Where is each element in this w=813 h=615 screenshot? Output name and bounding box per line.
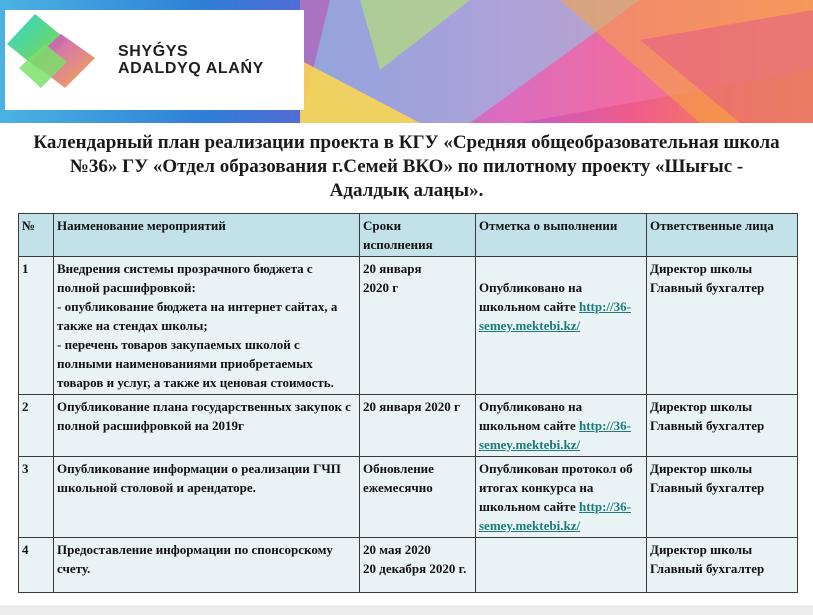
page-title: Календарный план реализации проекта в КГУ «Средняя общеобразовательная школа №36» ГУ «Отдел образования г.Семей ВКО» по пилотному проекту «Шығыс - Адалдық алаңы». <box>33 132 780 201</box>
deadline-line: 20 января 2020 г <box>363 399 460 414</box>
activity-line: Предоставление информации по спонсорскому счету. <box>57 542 333 576</box>
responsible-line: Директор школы <box>650 399 753 414</box>
status-cell <box>476 257 647 395</box>
responsible-cell <box>647 538 798 593</box>
table-row <box>19 457 798 538</box>
deadline-line: 20 мая 2020 <box>363 542 431 557</box>
responsible-line: Директор школы <box>650 261 753 276</box>
deadline-line: Обновление ежемесячно <box>363 461 434 495</box>
status-cell <box>476 457 647 538</box>
responsible-line: Главный бухгалтер <box>650 280 765 295</box>
logo-mark-icon <box>5 10 101 92</box>
header-deadline: Сроки исполнения <box>360 214 476 257</box>
row-number: 3 <box>19 457 54 538</box>
deadline-cell <box>360 395 476 457</box>
deadline-line: 20 января <box>363 261 422 276</box>
activity-cell <box>54 395 360 457</box>
logo-line-2: ADALDYQ ALAŃY <box>118 60 264 77</box>
deadline-line: 2020 г <box>363 280 399 295</box>
row-number: 4 <box>19 538 54 593</box>
table-row <box>19 538 798 593</box>
deadline-line: 20 декабря 2020 г. <box>363 561 467 576</box>
spacer <box>479 259 643 278</box>
logo-box <box>5 10 304 110</box>
row-number: 2 <box>19 395 54 457</box>
responsible-line: Директор школы <box>650 542 753 557</box>
status-cell <box>476 538 647 593</box>
activity-cell <box>54 457 360 538</box>
status-text: Опубликован протокол об итогах конкурса на школьном сайте <box>479 461 633 514</box>
deadline-cell <box>360 257 476 395</box>
deadline-cell <box>360 538 476 593</box>
activity-cell <box>54 257 360 395</box>
logo-line-1: SHYǴYS <box>118 43 189 60</box>
row-number: 1 <box>19 257 54 395</box>
responsible-line: Главный бухгалтер <box>650 480 765 495</box>
status-cell <box>476 395 647 457</box>
deadline-cell <box>360 457 476 538</box>
bottom-bar <box>0 605 813 615</box>
table-header-row <box>19 214 798 257</box>
activity-line: - опубликование бюджета на интернет сайтах, а также на стендах школы; <box>57 299 338 333</box>
responsible-line: Главный бухгалтер <box>650 418 765 433</box>
activity-line: Внедрения системы прозрачного бюджета с полной расшифровкой: <box>57 261 313 295</box>
responsible-line: Директор школы <box>650 461 753 476</box>
school-site-link[interactable]: http://36-semey.mektebi.kz/ <box>479 418 631 452</box>
responsible-cell <box>647 457 798 538</box>
activity-line: Опубликование плана государственных закупок с полной расшифровкой на 2019г <box>57 399 351 433</box>
table-row <box>19 257 798 395</box>
responsible-cell <box>647 395 798 457</box>
header-status: Отметка о выполнении <box>476 214 647 257</box>
status-text: Опубликовано на школьном сайте <box>479 280 583 314</box>
calendar-plan-table <box>18 213 798 593</box>
responsible-line: Главный бухгалтер <box>650 561 765 576</box>
header-responsible: Ответственные лица <box>647 214 798 257</box>
table-row <box>19 395 798 457</box>
school-site-link[interactable]: http://36-semey.mektebi.kz/ <box>479 499 631 533</box>
header-banner <box>0 0 813 123</box>
activity-line: - перечень товаров закупаемых школой с полными наименованиями приобретаемых товаров и услуг, а также их ценовая стоимость. <box>57 337 334 390</box>
header-number: № <box>19 214 54 257</box>
school-site-link[interactable]: http://36-semey.mektebi.kz/ <box>479 299 631 333</box>
header-activity: Наименование мероприятий <box>54 214 360 257</box>
activity-line: Опубликование информации о реализации ГЧП школьной столовой и арендаторе. <box>57 461 341 495</box>
logo-wordmark <box>118 43 264 77</box>
responsible-cell <box>647 257 798 395</box>
status-text: Опубликовано на школьном сайте <box>479 399 583 433</box>
activity-cell <box>54 538 360 593</box>
